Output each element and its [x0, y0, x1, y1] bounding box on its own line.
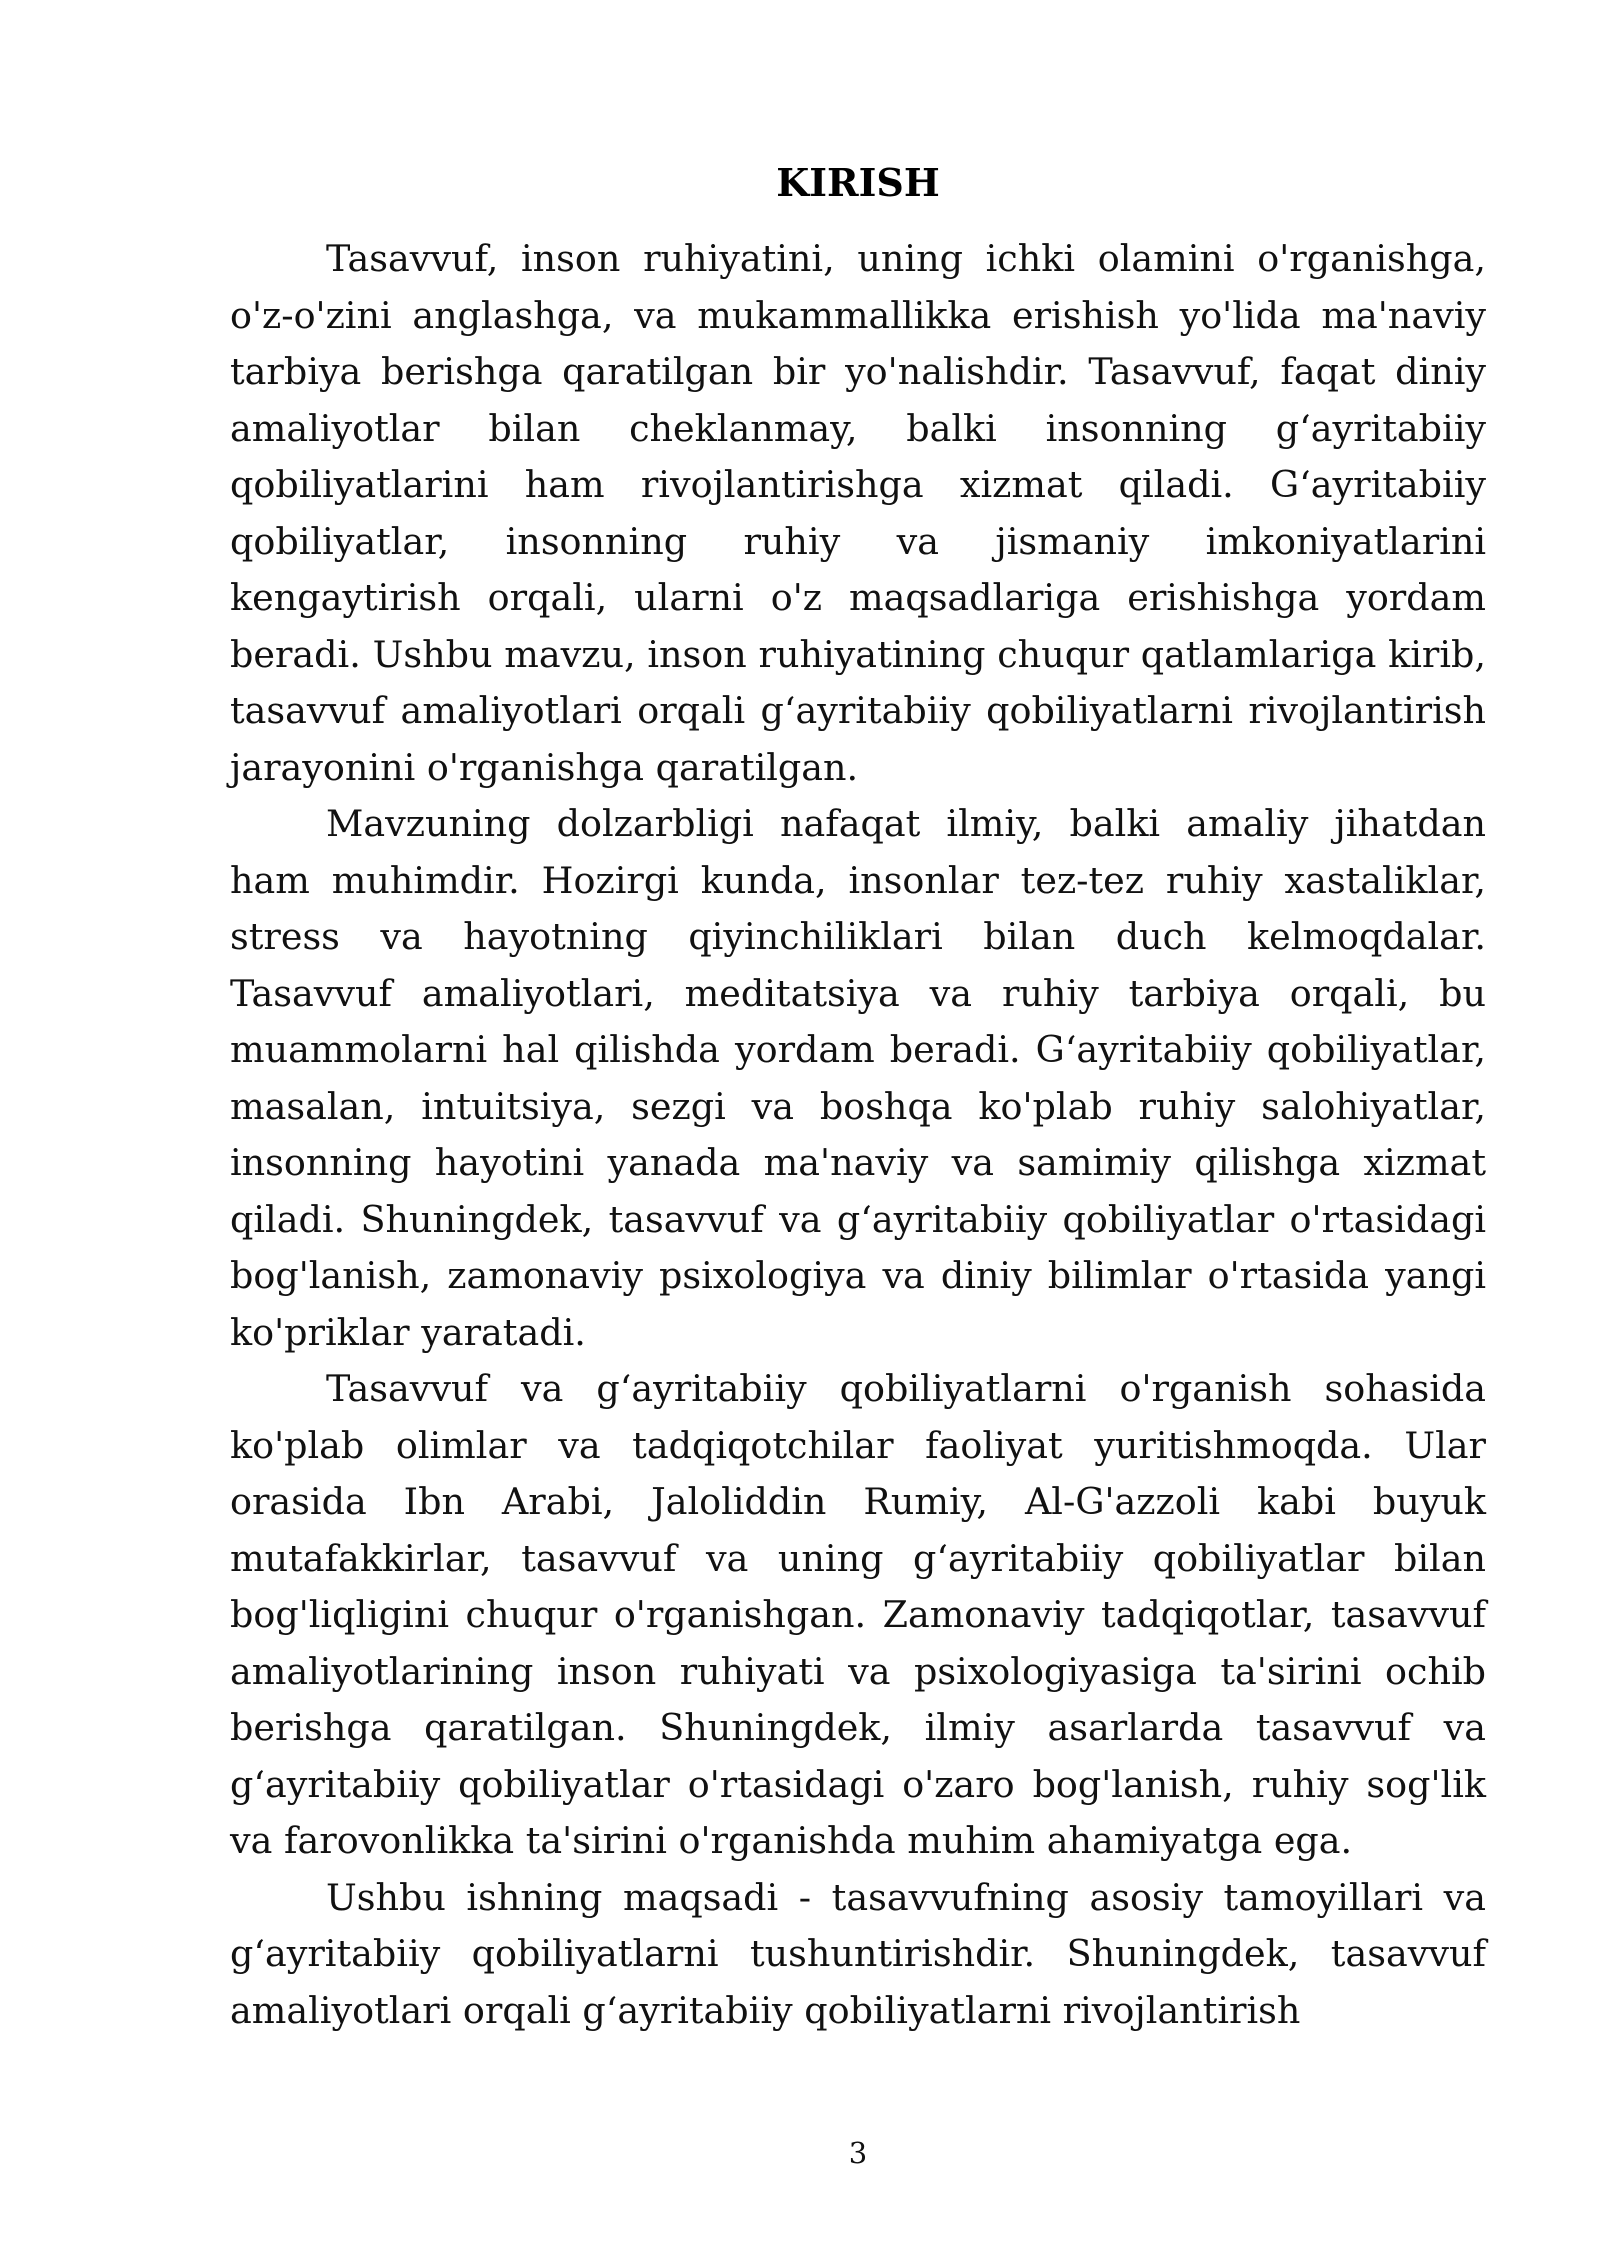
section-heading: KIRISH	[776, 160, 940, 205]
paragraph: Tasavvuf, inson ruhiyatini, uning ichki olamini o'rganishga, o'z-o'zini anglashga, va mukammallikka erishish yo'lida ma'naviy tarbiya berishga qaratilgan bir yo'nalishdir. Tasavvuf, faqat diniy amaliyotlar bilan cheklanmay, balki insonning g‘ayritabiiy qobiliyatlarini ham rivojlantirishga xizmat qiladi. G‘ayritabiiy qobiliyatlar, insonning ruhiy va jismaniy imkoniyatlarini kengaytirish orqali, ularni o'z maqsadlariga erishishga yordam beradi. Ushbu mavzu, inson ruhiyatining chuqur qatlamlariga kirib, tasavvuf amaliyotlari orqali g‘ayritabiiy qobiliyatlarni rivojlantirish jarayonini o'rganishga qaratilgan.	[230, 237, 1486, 789]
page-content	[230, 155, 1486, 2039]
paragraph: Tasavvuf va g‘ayritabiiy qobiliyatlarni o'rganish sohasida ko'plab olimlar va tadqiqotchilar faoliyat yuritishmoqda. Ular orasida Ibn Arabi, Jaloliddin Rumiy, Al-G'azzoli kabi buyuk mutafakkirlar, tasavvuf va uning g‘ayritabiiy qobiliyatlar bilan bog'liqligini chuqur o'rganishgan. Zamonaviy tadqiqotlar, tasavvuf amaliyotlarining inson ruhiyati va psixologiyasiga ta'sirini ochib berishga qaratilgan. Shuningdek, ilmiy asarlarda tasavvuf va g‘ayritabiiy qobiliyatlar o'rtasidagi o'zaro bog'lanish, ruhiy sog'lik va farovonlikka ta'sirini o'rganishda muhim ahamiyatga ega.	[230, 1367, 1486, 1862]
page-number: 3	[848, 2136, 868, 2170]
paragraph: Ushbu ishning maqsadi - tasavvufning asosiy tamoyillari va g‘ayritabiiy qobiliyatlarni tushuntirishdir. Shuningdek, tasavvuf amaliyotlari orqali g‘ayritabiiy qobiliyatlarni rivojlantirish	[230, 1875, 1486, 2032]
paragraph: Mavzuning dolzarbligi nafaqat ilmiy, balki amaliy jihatdan ham muhimdir. Hozirgi kunda, insonlar tez-tez ruhiy xastaliklar, stress va hayotning qiyinchiliklari bilan duch kelmoqdalar. Tasavvuf amaliyotlari, meditatsiya va ruhiy tarbiya orqali, bu muammolarni hal qilishda yordam beradi. G‘ayritabiiy qobiliyatlar, masalan, intuitsiya, sezgi va boshqa ko'plab ruhiy salohiyatlar, insonning hayotini yanada ma'naviy va samimiy qilishga xizmat qiladi. Shuningdek, tasavvuf va g‘ayritabiiy qobiliyatlar o'rtasidagi bog'lanish, zamonaviy psixologiya va diniy bilimlar o'rtasida yangi ko'priklar yaratadi.	[230, 802, 1486, 1354]
